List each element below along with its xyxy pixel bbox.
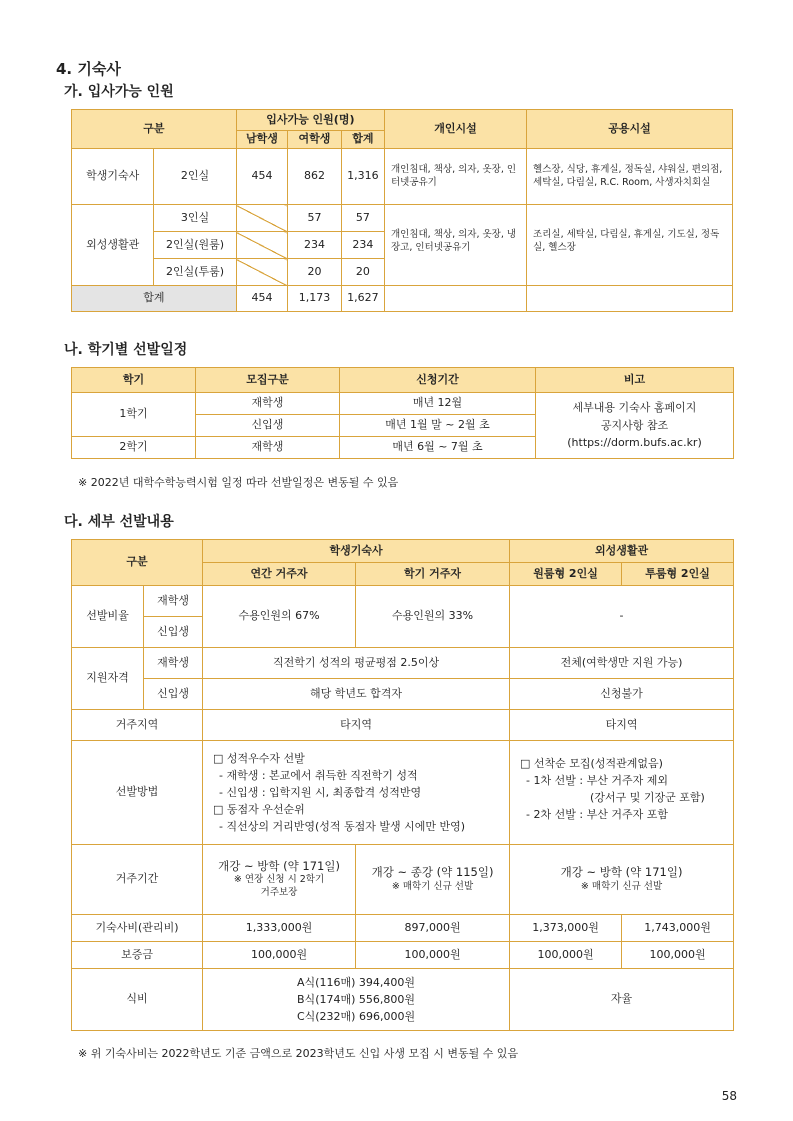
- ratio-ext: -: [510, 586, 734, 648]
- period-semester-note: ※ 매학기 신규 선발: [391, 880, 474, 892]
- header-oneroom: 원룸형 2인실: [510, 563, 622, 586]
- ext-personal: 개인침대, 책상, 의자, 옷장, 냉장고, 인터넷공유기: [384, 205, 526, 286]
- period-3: 매년 6월 ~ 7월 초: [340, 437, 536, 459]
- qual-returning: 재학생: [144, 648, 203, 679]
- method-ext: [510, 741, 734, 845]
- qual-returning-dorm: 직전학기 성적의 평균평점 2.5이상: [203, 648, 510, 679]
- header-ext: 외성생활관: [510, 540, 734, 563]
- sum-female: 1,173: [288, 286, 342, 312]
- qual-label: 지원자격: [72, 648, 144, 710]
- fee-tworoom: 1,743,000원: [622, 915, 734, 942]
- header-personal: 개인시설: [384, 110, 526, 149]
- deposit-semester: 100,000원: [356, 942, 510, 969]
- period-semester-main: 개강 ~ 종강 (약 115일): [371, 865, 494, 880]
- region-dorm: 타지역: [203, 710, 510, 741]
- meal-label: 식비: [72, 969, 203, 1031]
- semester-1: 1학기: [72, 393, 196, 437]
- sum-total: 1,627: [341, 286, 384, 312]
- header-semester: 학기: [72, 368, 196, 393]
- sum-empty: [527, 286, 733, 312]
- schedule-table: [71, 367, 734, 459]
- method-label: 선발방법: [72, 741, 203, 845]
- ext-male-empty: [236, 205, 287, 232]
- region-label: 거주지역: [72, 710, 203, 741]
- deposit-label: 보증금: [72, 942, 203, 969]
- ext-male-empty: [236, 232, 287, 259]
- fee-note: ※ 위 기숙사비는 2022학년도 기준 금액으로 2023학년도 신입 사생 모집 시 변동될 수 있음: [78, 1047, 519, 1060]
- header-female: 여학생: [288, 131, 342, 149]
- ext-total: 57: [341, 205, 384, 232]
- period-annual-note: 거주보장: [260, 887, 298, 899]
- ext-room: 2인실(투룸): [154, 259, 236, 286]
- method-line: - 2차 선발 : 부산 거주자 포함: [526, 808, 668, 822]
- fee-label: 기숙사비(관리비): [72, 915, 203, 942]
- dorm-male: 454: [236, 149, 287, 205]
- ext-female: 234: [288, 232, 342, 259]
- method-line: - 재학생 : 본교에서 취득한 직전학기 성적: [219, 768, 418, 782]
- header-period: 신청기간: [340, 368, 536, 393]
- method-dorm: [203, 741, 510, 845]
- ratio-returning: 재학생: [144, 586, 203, 617]
- sum-label: 합계: [72, 286, 237, 312]
- method-line: (강서구 및 기장군 포함): [590, 791, 705, 805]
- ext-room: 3인실: [154, 205, 236, 232]
- period-1: 매년 12월: [340, 393, 536, 415]
- ext-total: 20: [341, 259, 384, 286]
- type-freshman: 신입생: [196, 415, 340, 437]
- ext-male-empty: [236, 259, 287, 286]
- method-line: - 신입생 : 입학지원 시, 최종합격 성적반영: [219, 785, 422, 799]
- method-line: - 직선상의 거리반영(성적 동점자 발생 시에만 반영): [219, 820, 466, 834]
- qual-freshman: 신입생: [144, 679, 203, 710]
- fee-semester: 897,000원: [356, 915, 510, 942]
- page-number: 58: [721, 1089, 737, 1103]
- period-semester: [356, 845, 510, 915]
- period-annual: [203, 845, 356, 915]
- period-label: 거주기간: [72, 845, 203, 915]
- remark-url: (https://dorm.bufs.ac.kr): [567, 436, 702, 450]
- dorm-personal: 개인침대, 책상, 의자, 옷장, 인터넷공유기: [384, 149, 526, 205]
- semester-2: 2학기: [72, 437, 196, 459]
- method-line: □ 동점자 우선순위: [213, 803, 305, 817]
- dorm-shared: 헬스장, 식당, 휴게실, 정독실, 샤워실, 편의점, 세탁실, 다림실, R.C. Room, 사생자치회실: [527, 149, 733, 205]
- qual-returning-ext: 전체(여학생만 지원 가능): [510, 648, 734, 679]
- schedule-heading: 나. 학기별 선발일정: [64, 342, 188, 358]
- period-annual-note: ※ 연장 신청 시 2학기: [233, 874, 325, 886]
- method-line: - 1차 선발 : 부산 거주자 제외: [526, 774, 668, 788]
- header-annual: 연간 거주자: [203, 563, 356, 586]
- method-line: □ 성적우수자 선발: [213, 751, 305, 765]
- dorm-total: 1,316: [341, 149, 384, 205]
- deposit-oneroom: 100,000원: [510, 942, 622, 969]
- ext-room: 2인실(원룸): [154, 232, 236, 259]
- method-line: □ 선착순 모집(성적관계없음): [520, 757, 663, 770]
- period-ext: [510, 845, 734, 915]
- meal-b: B식(174매) 556,800원: [297, 992, 416, 1006]
- period-ext-main: 개강 ~ 방학 (약 171일): [560, 865, 683, 880]
- meal-c: C식(232매) 696,000원: [296, 1010, 416, 1024]
- type-returning: 재학생: [196, 437, 340, 459]
- period-2: 매년 1월 말 ~ 2월 초: [340, 415, 536, 437]
- deposit-tworoom: 100,000원: [622, 942, 734, 969]
- ratio-freshman: 신입생: [144, 617, 203, 648]
- header-dorm: 학생기숙사: [203, 540, 510, 563]
- ext-female: 20: [288, 259, 342, 286]
- header-capacity: 입사가능 인원(명): [236, 110, 384, 131]
- schedule-note: ※ 2022년 대학수학능력시험 일정 따라 선발일정은 변동될 수 있음: [78, 476, 399, 489]
- period-ext-note: ※ 매학기 신규 선발: [580, 880, 663, 892]
- qual-freshman-dorm: 해당 학년도 합격자: [203, 679, 510, 710]
- ext-total: 234: [341, 232, 384, 259]
- meal-a: A식(116매) 394,400원: [297, 975, 415, 989]
- header-category: 구분: [72, 540, 203, 586]
- ext-female: 57: [288, 205, 342, 232]
- remark-line: 세부내용 기숙사 홈페이지: [572, 401, 697, 415]
- dorm-female: 862: [288, 149, 342, 205]
- details-heading: 다. 세부 선발내용: [64, 514, 174, 530]
- header-tworoom: 투룸형 2인실: [622, 563, 734, 586]
- header-male: 남학생: [236, 131, 287, 149]
- deposit-annual: 100,000원: [203, 942, 356, 969]
- period-annual-main: 개강 ~ 방학 (약 171일): [218, 858, 340, 873]
- remark-line: 공지사항 참조: [600, 418, 669, 432]
- fee-oneroom: 1,373,000원: [510, 915, 622, 942]
- region-ext: 타지역: [510, 710, 734, 741]
- ratio-annual: 수용인원의 67%: [203, 586, 356, 648]
- header-total: 합계: [341, 131, 384, 149]
- section-title: 4. 기숙사: [56, 60, 121, 78]
- header-semester-resident: 학기 거주자: [356, 563, 510, 586]
- dorm-name: 학생기숙사: [72, 149, 154, 205]
- header-category: 구분: [72, 110, 237, 149]
- capacity-heading: 가. 입사가능 인원: [64, 84, 174, 100]
- fee-annual: 1,333,000원: [203, 915, 356, 942]
- dorm-room: 2인실: [154, 149, 236, 205]
- meal-ext: 자율: [510, 969, 734, 1031]
- ext-name: 외성생활관: [72, 205, 154, 286]
- sum-male: 454: [236, 286, 287, 312]
- meal-dorm: [203, 969, 510, 1031]
- ratio-semester: 수용인원의 33%: [356, 586, 510, 648]
- header-remark: 비고: [536, 368, 734, 393]
- header-shared: 공용시설: [527, 110, 733, 149]
- type-returning: 재학생: [196, 393, 340, 415]
- ext-shared: 조리실, 세탁실, 다림실, 휴게실, 기도실, 정독실, 헬스장: [527, 205, 733, 286]
- sum-empty: [384, 286, 526, 312]
- qual-freshman-ext: 신청불가: [510, 679, 734, 710]
- ratio-label: 선발비율: [72, 586, 144, 648]
- details-table: [71, 539, 734, 1031]
- capacity-table: [71, 109, 733, 312]
- header-type: 모집구분: [196, 368, 340, 393]
- remark-cell: [536, 393, 734, 459]
